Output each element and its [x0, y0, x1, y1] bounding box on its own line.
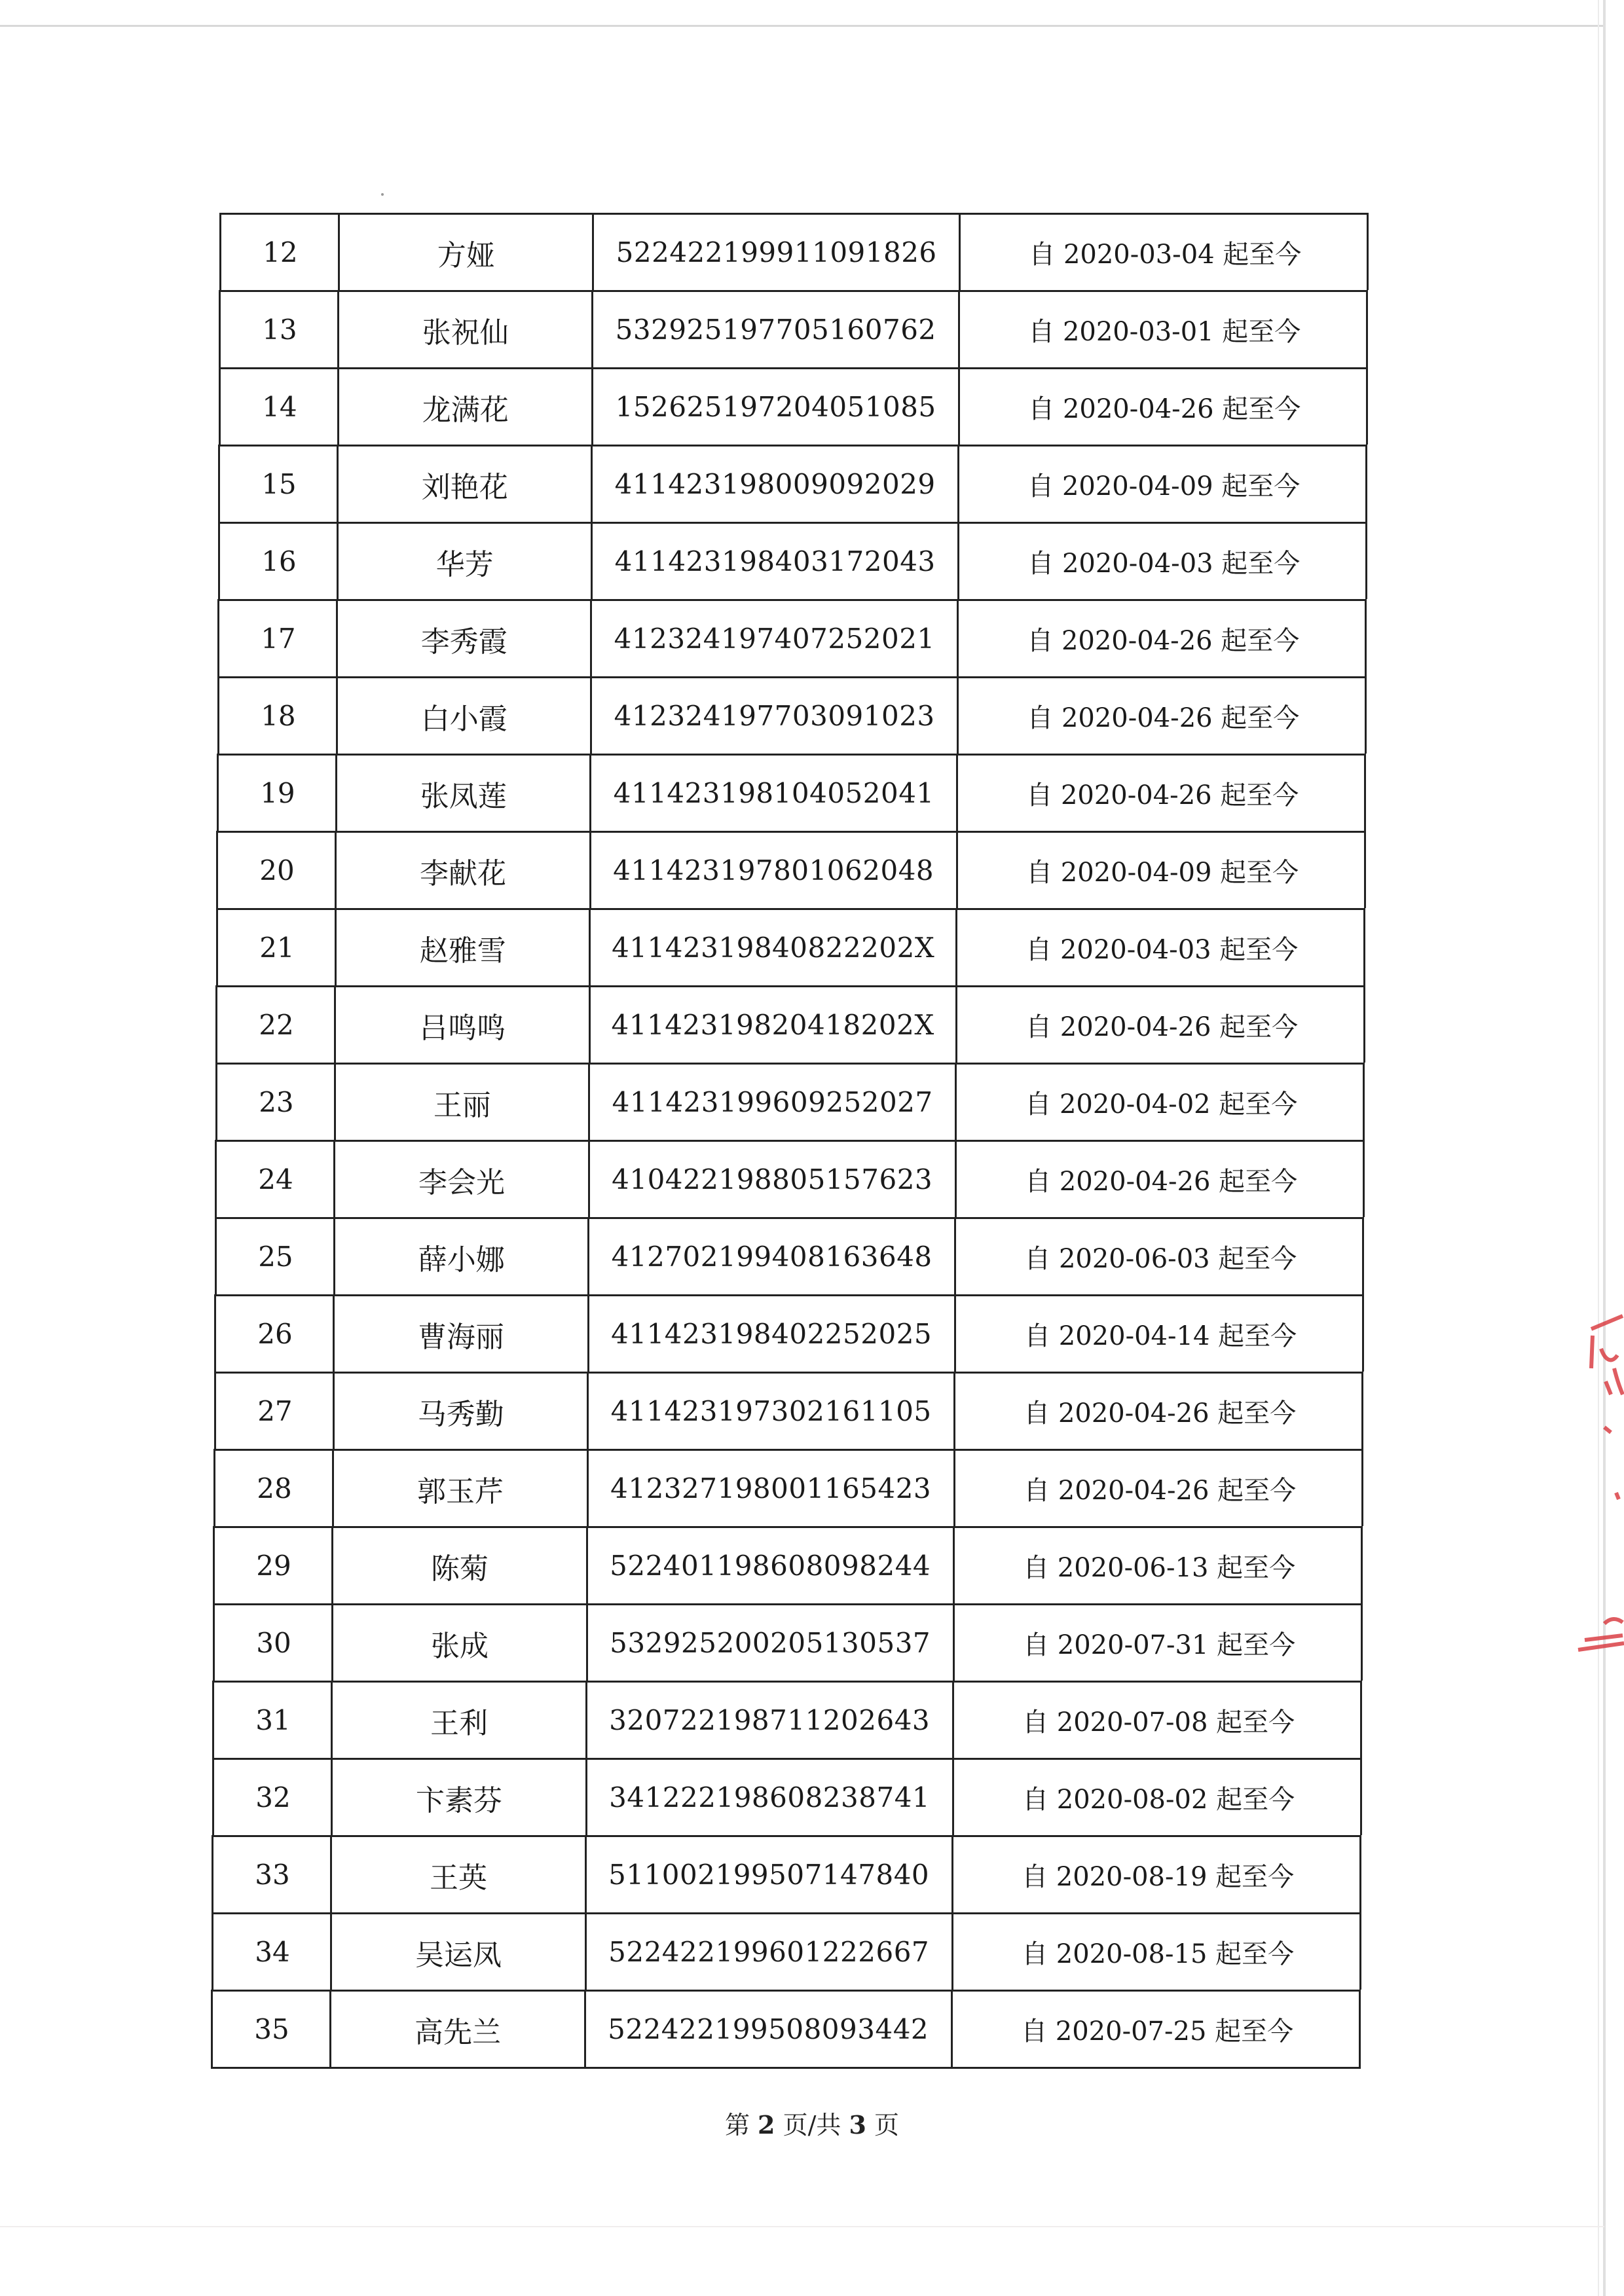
column-divider — [953, 1605, 955, 1681]
footer-middle: 页/共 — [783, 2111, 841, 2140]
table-row — [215, 985, 1365, 1063]
row-index-cell: 34 — [255, 1936, 290, 1968]
row-id-number-cell: 411423198403172043 — [614, 545, 936, 577]
page-footer — [0, 2105, 1624, 2141]
table-row — [219, 213, 1369, 290]
column-divider — [952, 1760, 954, 1835]
row-id-number-cell: 522422199508093442 — [608, 2013, 929, 2045]
row-name-cell: 马秀勤 — [417, 1397, 504, 1431]
row-name-cell: 吕鸣鸣 — [419, 1011, 506, 1045]
table-row — [217, 676, 1367, 754]
row-name-cell: 陈菊 — [431, 1552, 489, 1586]
table-row — [215, 1217, 1364, 1294]
row-name-cell: 曹海丽 — [418, 1320, 505, 1354]
row-index-cell: 26 — [257, 1318, 293, 1350]
column-divider — [955, 910, 957, 985]
row-period-cell: 自 2020-04-26 起至今 — [1026, 780, 1299, 811]
column-divider — [953, 1528, 955, 1603]
table-row — [211, 1990, 1361, 2069]
column-divider — [589, 756, 591, 831]
column-divider — [957, 601, 959, 676]
column-divider — [958, 369, 960, 445]
row-index-cell: 12 — [263, 236, 298, 268]
row-name-cell: 李献花 — [420, 856, 507, 890]
row-index-cell: 27 — [257, 1395, 293, 1427]
column-divider — [591, 524, 593, 599]
column-divider — [585, 1837, 587, 1912]
table-row — [214, 1372, 1363, 1449]
footer-total-pages: 3 — [849, 2110, 866, 2140]
row-name-cell: 吴运凤 — [415, 1938, 502, 1972]
row-id-number-cell: 412324197407252021 — [614, 623, 935, 655]
row-id-number-cell: 412327198001165423 — [610, 1472, 932, 1504]
row-period-cell: 自 2020-08-02 起至今 — [1022, 1785, 1295, 1815]
row-index-cell: 22 — [259, 1009, 294, 1041]
row-period-cell: 自 2020-08-19 起至今 — [1022, 1862, 1295, 1892]
row-period-cell: 自 2020-04-26 起至今 — [1027, 626, 1300, 656]
row-index-cell: 24 — [258, 1163, 293, 1195]
row-name-cell: 刘艳花 — [421, 470, 508, 504]
row-name-cell: 张成 — [431, 1629, 489, 1663]
row-period-cell: 自 2020-04-26 起至今 — [1027, 703, 1300, 733]
row-period-cell: 自 2020-06-13 起至今 — [1023, 1553, 1296, 1583]
column-divider — [337, 446, 339, 522]
column-divider — [951, 1837, 953, 1912]
row-name-cell: 白小霞 — [420, 702, 507, 736]
table-row — [212, 1912, 1361, 1990]
column-divider — [585, 1683, 587, 1758]
column-divider — [332, 1451, 334, 1526]
column-divider — [587, 1296, 589, 1372]
row-name-cell: 郭玉芹 — [417, 1474, 504, 1508]
column-divider — [338, 215, 340, 290]
row-index-cell: 14 — [262, 391, 297, 423]
column-divider — [587, 1451, 589, 1526]
table-row — [214, 1294, 1364, 1372]
column-divider — [585, 1760, 587, 1835]
column-divider — [333, 1296, 335, 1372]
column-divider — [331, 1760, 333, 1835]
row-index-cell: 15 — [261, 468, 297, 500]
row-name-cell: 王丽 — [433, 1088, 491, 1122]
row-id-number-cell: 412702199408163648 — [611, 1241, 932, 1273]
row-index-cell: 19 — [260, 777, 295, 809]
column-divider — [586, 1605, 588, 1681]
column-divider — [587, 1374, 589, 1449]
column-divider — [334, 1065, 336, 1140]
row-period-cell: 自 2020-04-26 起至今 — [1024, 1476, 1297, 1506]
column-divider — [590, 601, 592, 676]
row-id-number-cell: 412324197703091023 — [614, 700, 935, 732]
row-index-cell: 29 — [256, 1550, 291, 1582]
column-divider — [957, 446, 959, 522]
row-index-cell: 35 — [254, 2013, 289, 2045]
column-divider — [589, 910, 591, 985]
row-index-cell: 31 — [255, 1704, 291, 1736]
column-divider — [958, 292, 960, 367]
row-index-cell: 28 — [257, 1472, 292, 1504]
row-id-number-cell: 532925200205130537 — [610, 1627, 931, 1659]
row-index-cell: 21 — [259, 932, 295, 964]
table-row — [217, 754, 1366, 831]
column-divider — [589, 833, 591, 908]
column-divider — [956, 756, 958, 831]
row-index-cell: 18 — [261, 700, 296, 732]
column-divider — [955, 1065, 957, 1140]
column-divider — [333, 1374, 335, 1449]
column-divider — [337, 524, 339, 599]
row-id-number-cell: 411423198009092029 — [614, 468, 936, 500]
row-name-cell: 李秀霞 — [420, 625, 507, 659]
table-row — [212, 1758, 1362, 1835]
row-period-cell: 自 2020-04-26 起至今 — [1028, 394, 1301, 424]
table-row — [219, 367, 1368, 445]
row-id-number-cell: 41142319840822202X — [612, 932, 935, 964]
row-id-number-cell: 410422198805157623 — [612, 1163, 933, 1195]
row-period-cell: 自 2020-04-26 起至今 — [1025, 1012, 1299, 1042]
row-index-cell: 23 — [259, 1086, 294, 1118]
red-seal-stamp-fragment — [1565, 1309, 1624, 1676]
column-divider — [953, 1374, 955, 1449]
row-index-cell: 25 — [258, 1241, 293, 1273]
column-divider — [331, 1528, 333, 1603]
row-index-cell: 16 — [261, 545, 297, 577]
column-divider — [955, 987, 957, 1063]
column-divider — [335, 833, 337, 908]
table-row — [212, 1681, 1362, 1758]
column-divider — [330, 1914, 332, 1990]
row-id-number-cell: 41142319820418202X — [611, 1009, 934, 1041]
row-index-cell: 32 — [255, 1781, 291, 1813]
row-name-cell: 李会光 — [418, 1165, 506, 1199]
column-divider — [959, 215, 961, 290]
row-period-cell: 自 2020-04-09 起至今 — [1027, 471, 1301, 501]
row-id-number-cell: 522422199911091826 — [616, 236, 937, 268]
table-row — [213, 1526, 1363, 1603]
column-divider — [585, 1914, 587, 1990]
row-id-number-cell: 411423198104052041 — [613, 777, 934, 809]
row-name-cell: 卞素芬 — [416, 1783, 503, 1817]
table-row — [213, 1449, 1363, 1526]
column-divider — [335, 910, 337, 985]
row-index-cell: 30 — [256, 1627, 291, 1659]
row-period-cell: 自 2020-04-26 起至今 — [1024, 1398, 1297, 1429]
row-period-cell: 自 2020-06-03 起至今 — [1024, 1244, 1297, 1274]
row-name-cell: 薛小娜 — [418, 1243, 505, 1277]
footer-page-number: 2 — [758, 2110, 775, 2140]
column-divider — [334, 987, 336, 1063]
column-divider — [336, 678, 338, 754]
column-divider — [588, 1065, 590, 1140]
column-divider — [590, 678, 592, 754]
row-period-cell: 自 2020-07-08 起至今 — [1022, 1707, 1295, 1738]
footer-prefix: 第 — [724, 2111, 750, 2140]
column-divider — [951, 1992, 953, 2067]
table-row — [216, 908, 1365, 985]
column-divider — [331, 1683, 333, 1758]
row-name-cell: 方娅 — [437, 238, 495, 272]
row-index-cell: 33 — [255, 1859, 290, 1891]
row-name-cell: 张祝仙 — [422, 316, 509, 350]
column-divider — [955, 1142, 957, 1217]
column-divider — [333, 1142, 335, 1217]
row-id-number-cell: 411423197302161105 — [610, 1395, 932, 1427]
row-period-cell: 自 2020-07-31 起至今 — [1023, 1630, 1296, 1660]
row-index-cell: 13 — [262, 314, 297, 346]
row-name-cell: 赵雅雪 — [419, 934, 506, 968]
column-divider — [335, 756, 337, 831]
row-name-cell: 高先兰 — [415, 2015, 502, 2049]
column-divider — [584, 1992, 586, 2067]
row-id-number-cell: 411423198402252025 — [611, 1318, 932, 1350]
row-name-cell: 王英 — [430, 1861, 488, 1895]
table-row — [215, 1140, 1365, 1217]
column-divider — [331, 1605, 333, 1681]
column-divider — [586, 1528, 588, 1603]
column-divider — [952, 1683, 954, 1758]
column-divider — [337, 369, 339, 445]
table-row — [218, 445, 1367, 522]
row-id-number-cell: 411423197801062048 — [613, 854, 934, 886]
row-index-cell: 20 — [259, 854, 295, 886]
column-divider — [591, 446, 593, 522]
row-period-cell: 自 2020-04-14 起至今 — [1024, 1321, 1297, 1351]
row-id-number-cell: 411423199609252027 — [612, 1086, 933, 1118]
row-id-number-cell: 522422199601222667 — [608, 1936, 930, 1968]
column-divider — [337, 292, 339, 367]
column-divider — [957, 678, 959, 754]
column-divider — [957, 524, 959, 599]
column-divider — [591, 369, 593, 445]
table-row — [215, 1063, 1365, 1140]
row-id-number-cell: 152625197204051085 — [615, 391, 936, 423]
column-divider — [956, 833, 958, 908]
column-divider — [329, 1992, 331, 2067]
row-period-cell: 自 2020-08-15 起至今 — [1022, 1939, 1295, 1969]
row-period-cell: 自 2020-04-09 起至今 — [1026, 858, 1299, 888]
column-divider — [589, 987, 591, 1063]
row-period-cell: 自 2020-03-01 起至今 — [1028, 317, 1301, 347]
row-id-number-cell: 511002199507147840 — [608, 1859, 930, 1891]
row-id-number-cell: 532925197705160762 — [615, 314, 936, 346]
table-row — [219, 290, 1368, 367]
column-divider — [951, 1914, 953, 1990]
row-id-number-cell: 320722198711202643 — [609, 1704, 931, 1736]
row-name-cell: 张凤莲 — [420, 779, 507, 813]
column-divider — [330, 1837, 332, 1912]
row-period-cell: 自 2020-04-26 起至今 — [1025, 1167, 1298, 1197]
table-row — [216, 831, 1366, 908]
table-row — [212, 1835, 1361, 1912]
column-divider — [591, 292, 593, 367]
row-index-cell: 17 — [261, 623, 296, 655]
row-period-cell: 自 2020-04-03 起至今 — [1025, 935, 1299, 965]
column-divider — [954, 1219, 956, 1294]
row-name-cell: 龙满花 — [422, 393, 509, 427]
row-period-cell: 自 2020-04-03 起至今 — [1027, 549, 1301, 579]
column-divider — [954, 1296, 956, 1372]
table-row — [213, 1603, 1363, 1681]
column-divider — [588, 1142, 590, 1217]
column-divider — [333, 1219, 335, 1294]
row-period-cell: 自 2020-07-25 起至今 — [1021, 2016, 1294, 2047]
row-id-number-cell: 341222198608238741 — [609, 1781, 931, 1813]
column-divider — [592, 215, 594, 290]
row-name-cell: 华芳 — [435, 547, 494, 581]
column-divider — [587, 1219, 589, 1294]
table-row — [217, 599, 1367, 676]
row-period-cell: 自 2020-03-04 起至今 — [1029, 240, 1302, 270]
footer-suffix: 页 — [874, 2111, 900, 2140]
table-row — [218, 522, 1367, 599]
row-id-number-cell: 522401198608098244 — [610, 1550, 931, 1582]
column-divider — [336, 601, 338, 676]
row-period-cell: 自 2020-04-02 起至今 — [1025, 1089, 1298, 1120]
column-divider — [953, 1451, 955, 1526]
row-name-cell: 王利 — [430, 1706, 489, 1740]
